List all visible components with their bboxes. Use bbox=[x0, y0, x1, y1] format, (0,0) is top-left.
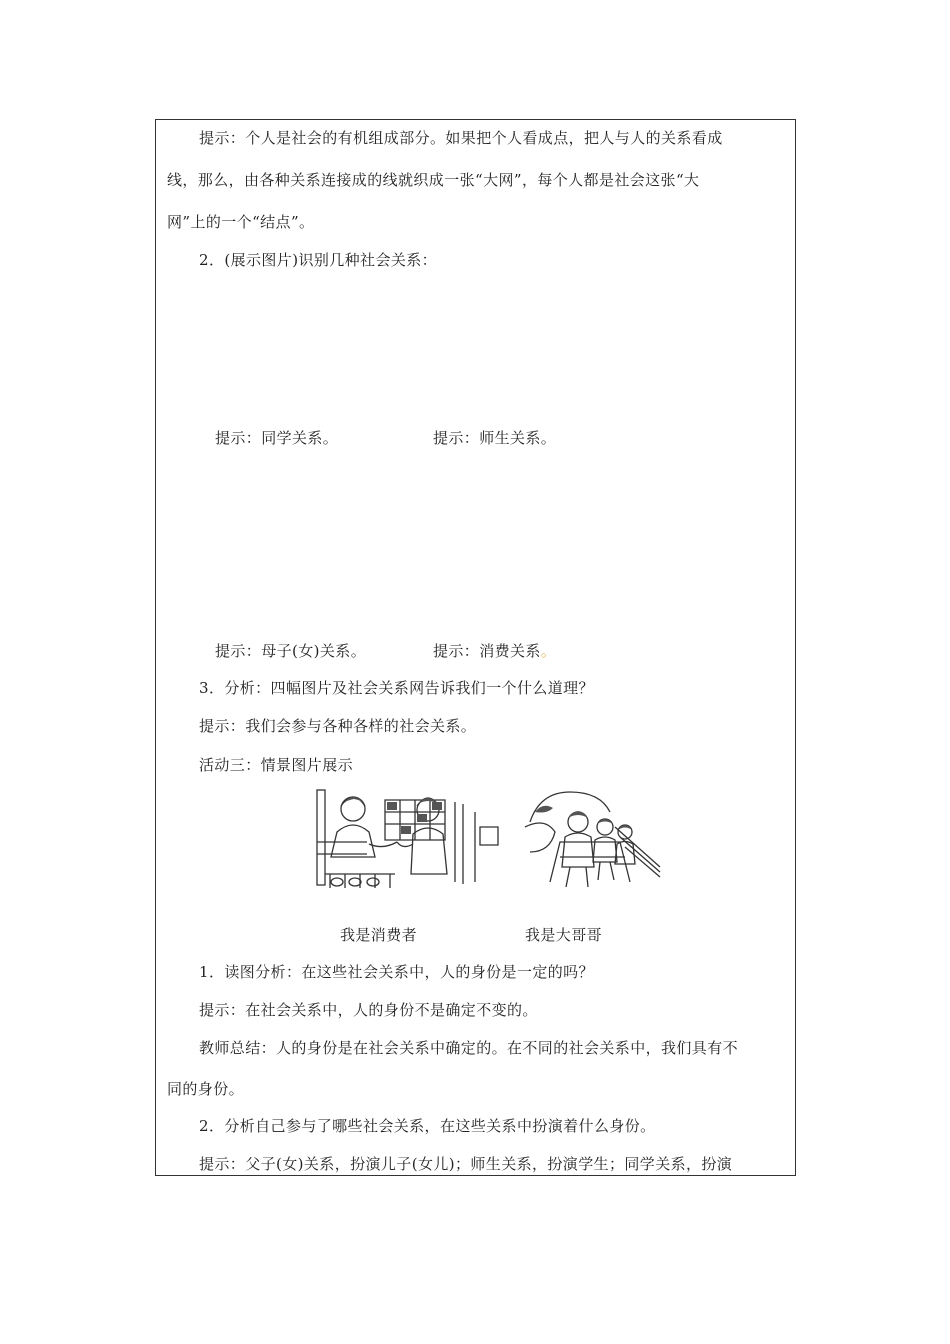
question-1-hint: 提示：在社会关系中，人的身份不是确定不变的。 bbox=[199, 1001, 538, 1019]
caption-big-brother: 我是大哥哥 bbox=[525, 926, 603, 944]
hint-paragraph-line-1: 提示：个人是社会的有机组成部分。如果把个人看成点，把人与人的关系看成 bbox=[199, 129, 723, 147]
question-2: 2．分析自己参与了哪些社会关系，在这些关系中扮演着什么身份。 bbox=[199, 1117, 656, 1135]
item-3-question: 3．分析：四幅图片及社会关系网告诉我们一个什么道理？ bbox=[199, 679, 594, 697]
hint-classmate-relation: 提示：同学关系。 bbox=[215, 429, 339, 447]
item-2-heading: 2．(展示图片)识别几种社会关系： bbox=[199, 251, 438, 269]
hint-teacher-student-relation: 提示：师生关系。 bbox=[433, 429, 557, 447]
hint-mother-child-relation: 提示：母子(女)关系。 bbox=[215, 642, 367, 660]
consumer-illustration bbox=[315, 782, 500, 892]
teacher-summary-line-2: 同的身份。 bbox=[167, 1080, 245, 1098]
hint-paragraph-line-2: 线，那么，由各种关系连接成的线就织成一张“大网”，每个人都是社会这张“大 bbox=[167, 171, 700, 189]
question-1: 1．读图分析：在这些社会关系中，人的身份是一定的吗？ bbox=[199, 963, 594, 981]
hint-paragraph-line-3: 网”上的一个“结点”。 bbox=[167, 213, 315, 231]
question-2-hint: 提示：父子(女)关系，扮演儿子(女儿)；师生关系，扮演学生；同学关系，扮演 bbox=[199, 1155, 733, 1173]
caption-consumer: 我是消费者 bbox=[340, 926, 418, 944]
teacher-summary-line-1: 教师总结：人的身份是在社会关系中确定的。在不同的社会关系中，我们具有不 bbox=[199, 1039, 739, 1057]
big-brother-illustration bbox=[520, 782, 670, 892]
item-3-hint: 提示：我们会参与各种各样的社会关系。 bbox=[199, 717, 477, 735]
hint-consumer-relation: 提示：消费关系。 bbox=[433, 642, 557, 660]
activity-3-heading: 活动三：情景图片展示 bbox=[199, 756, 354, 774]
